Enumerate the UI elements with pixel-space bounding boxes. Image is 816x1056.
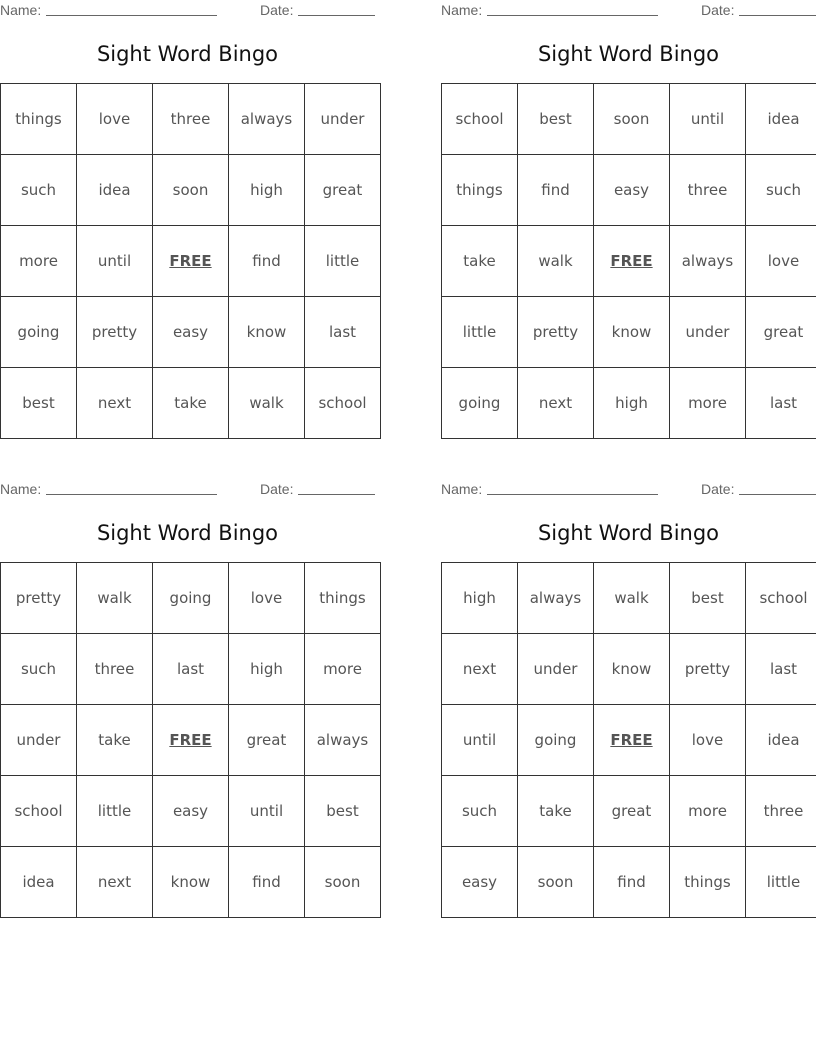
bingo-cell: pretty	[518, 297, 594, 368]
bingo-cell: know	[594, 634, 670, 705]
bingo-cell: last	[305, 297, 381, 368]
date-blank	[739, 15, 816, 16]
bingo-cell: little	[305, 226, 381, 297]
bingo-cell: know	[229, 297, 305, 368]
bingo-cell: high	[229, 155, 305, 226]
bingo-cell: last	[153, 634, 229, 705]
bingo-row	[442, 776, 816, 847]
bingo-cell: pretty	[77, 297, 153, 368]
bingo-cell: little	[442, 297, 518, 368]
bingo-cell: best	[670, 563, 746, 634]
bingo-cell: under	[1, 705, 77, 776]
bingo-cell: always	[305, 705, 381, 776]
bingo-cell: until	[442, 705, 518, 776]
bingo-cell: school	[442, 84, 518, 155]
bingo-cell: under	[518, 634, 594, 705]
bingo-cell: things	[305, 563, 381, 634]
bingo-cell: high	[442, 563, 518, 634]
bingo-cell: easy	[153, 297, 229, 368]
bingo-cell: easy	[442, 847, 518, 918]
bingo-row	[442, 563, 816, 634]
bingo-grid	[0, 562, 381, 918]
card-header	[441, 481, 816, 499]
bingo-cell: three	[746, 776, 816, 847]
bingo-cell: school	[746, 563, 816, 634]
bingo-cell: soon	[305, 847, 381, 918]
bingo-row	[1, 776, 381, 847]
bingo-cell: great	[746, 297, 816, 368]
bingo-cell: more	[305, 634, 381, 705]
bingo-row	[442, 634, 816, 705]
bingo-row	[442, 84, 816, 155]
bingo-cell: school	[305, 368, 381, 439]
bingo-cell: last	[746, 634, 816, 705]
date-label: Date:	[701, 2, 735, 18]
date-blank	[298, 15, 375, 16]
bingo-cell: three	[153, 84, 229, 155]
free-space: FREE	[153, 226, 229, 297]
free-space: FREE	[153, 705, 229, 776]
bingo-cell: things	[442, 155, 518, 226]
bingo-grid	[0, 83, 381, 439]
bingo-cell: great	[229, 705, 305, 776]
bingo-cell: under	[305, 84, 381, 155]
bingo-row	[1, 368, 381, 439]
bingo-cell: such	[746, 155, 816, 226]
bingo-cell: pretty	[670, 634, 746, 705]
bingo-cell: last	[746, 368, 816, 439]
card-title: Sight Word Bingo	[537, 42, 720, 66]
bingo-cell: know	[594, 297, 670, 368]
bingo-cell: such	[1, 155, 77, 226]
bingo-cell: take	[77, 705, 153, 776]
name-blank	[46, 494, 217, 495]
bingo-cell: three	[77, 634, 153, 705]
date-label: Date:	[260, 2, 294, 18]
bingo-cell: love	[670, 705, 746, 776]
bingo-cell: take	[153, 368, 229, 439]
card-title: Sight Word Bingo	[96, 521, 279, 545]
bingo-cell: until	[670, 84, 746, 155]
bingo-row	[442, 705, 816, 776]
bingo-row	[442, 155, 816, 226]
bingo-row	[442, 226, 816, 297]
bingo-cell: until	[77, 226, 153, 297]
name-blank	[46, 15, 217, 16]
bingo-row	[1, 297, 381, 368]
bingo-cell: walk	[77, 563, 153, 634]
bingo-cell: idea	[746, 705, 816, 776]
bingo-cell: walk	[229, 368, 305, 439]
bingo-cell: next	[518, 368, 594, 439]
date-label: Date:	[701, 481, 735, 497]
bingo-cell: know	[153, 847, 229, 918]
free-space: FREE	[594, 705, 670, 776]
bingo-cell: little	[77, 776, 153, 847]
bingo-card-2	[441, 0, 816, 440]
bingo-cell: high	[594, 368, 670, 439]
bingo-cell: best	[305, 776, 381, 847]
bingo-cell: always	[670, 226, 746, 297]
bingo-cell: easy	[153, 776, 229, 847]
bingo-cell: under	[670, 297, 746, 368]
bingo-cell: more	[670, 368, 746, 439]
card-header	[441, 2, 816, 20]
bingo-cell: going	[518, 705, 594, 776]
bingo-cell: going	[1, 297, 77, 368]
bingo-cell: always	[229, 84, 305, 155]
name-label: Name:	[441, 481, 483, 497]
name-label: Name:	[0, 481, 42, 497]
bingo-cell: best	[1, 368, 77, 439]
date-blank	[298, 494, 375, 495]
bingo-cell: take	[518, 776, 594, 847]
bingo-cell: idea	[746, 84, 816, 155]
bingo-cell: school	[1, 776, 77, 847]
bingo-cell: things	[1, 84, 77, 155]
bingo-cell: love	[746, 226, 816, 297]
bingo-row	[442, 368, 816, 439]
name-blank	[487, 494, 658, 495]
bingo-cell: things	[670, 847, 746, 918]
bingo-row	[1, 634, 381, 705]
bingo-cell: always	[518, 563, 594, 634]
card-header	[0, 481, 375, 499]
bingo-cell: more	[1, 226, 77, 297]
bingo-cell: more	[670, 776, 746, 847]
bingo-cell: three	[670, 155, 746, 226]
bingo-cell: soon	[594, 84, 670, 155]
bingo-grid	[441, 83, 816, 439]
bingo-cell: best	[518, 84, 594, 155]
bingo-cell: such	[1, 634, 77, 705]
bingo-cell: walk	[594, 563, 670, 634]
bingo-cell: until	[229, 776, 305, 847]
name-blank	[487, 15, 658, 16]
bingo-row	[1, 155, 381, 226]
bingo-row	[1, 563, 381, 634]
bingo-card-4	[441, 479, 816, 919]
bingo-cell: next	[77, 368, 153, 439]
bingo-grid	[441, 562, 816, 918]
bingo-cell: great	[305, 155, 381, 226]
bingo-cell: love	[229, 563, 305, 634]
bingo-row	[1, 705, 381, 776]
bingo-cell: little	[746, 847, 816, 918]
bingo-cell: find	[518, 155, 594, 226]
bingo-cell: walk	[518, 226, 594, 297]
bingo-row	[1, 847, 381, 918]
bingo-cell: next	[442, 634, 518, 705]
bingo-card-1	[0, 0, 375, 440]
bingo-cell: going	[153, 563, 229, 634]
bingo-cell: pretty	[1, 563, 77, 634]
bingo-row	[1, 84, 381, 155]
bingo-cell: find	[594, 847, 670, 918]
card-header	[0, 2, 375, 20]
bingo-cell: next	[77, 847, 153, 918]
bingo-cell: such	[442, 776, 518, 847]
bingo-cell: idea	[1, 847, 77, 918]
bingo-cell: find	[229, 847, 305, 918]
card-title: Sight Word Bingo	[537, 521, 720, 545]
bingo-row	[442, 297, 816, 368]
bingo-cell: soon	[153, 155, 229, 226]
bingo-cell: idea	[77, 155, 153, 226]
bingo-card-3	[0, 479, 375, 919]
bingo-cell: going	[442, 368, 518, 439]
bingo-cell: soon	[518, 847, 594, 918]
bingo-row	[442, 847, 816, 918]
date-blank	[739, 494, 816, 495]
bingo-cell: take	[442, 226, 518, 297]
card-title: Sight Word Bingo	[96, 42, 279, 66]
bingo-cell: easy	[594, 155, 670, 226]
name-label: Name:	[441, 2, 483, 18]
bingo-cell: great	[594, 776, 670, 847]
bingo-cell: love	[77, 84, 153, 155]
date-label: Date:	[260, 481, 294, 497]
bingo-row	[1, 226, 381, 297]
name-label: Name:	[0, 2, 42, 18]
bingo-cell: high	[229, 634, 305, 705]
bingo-cell: find	[229, 226, 305, 297]
free-space: FREE	[594, 226, 670, 297]
